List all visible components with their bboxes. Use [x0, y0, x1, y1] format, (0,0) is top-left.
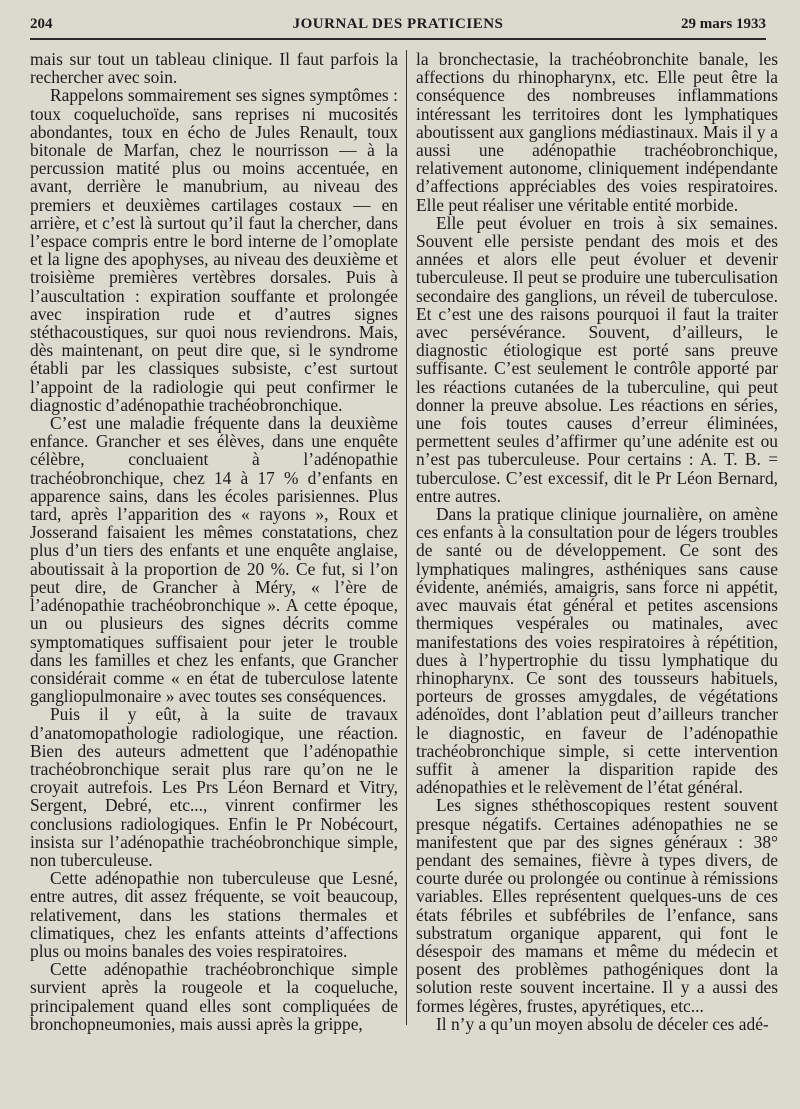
column-divider — [406, 50, 407, 1025]
paragraph: la bronchectasie, la trachéobronchite banale, les affections du rhinopharynx, etc. Elle peut être la conséquence des nombreuses inflammations intéressant les territoires dont les lymphatiques aboutissent aux ganglions médiastinaux. Mais il y a aussi une adénopathie trachéobronchique, relativement autonome, cliniquement indépendante d’affections appréciables des voies respiratoires. Elle peut réaliser une véritable entité morbide. — [416, 49, 778, 215]
paragraph: Dans la pratique clinique journalière, on amène ces enfants à la consultation pour de légers troubles de santé ou de développement. Ce sont des lymphatiques malingres, asthéniques sans cause évidente, anémiés, amaigris, sans force ni appétit, avec mauvais état général et petites ascensions thermiques vespérales ou matinales, avec manifestations des voies respiratoires à répétition, dues à l’hypertrophie du tissu lymphatique du rhinopharynx. Ce sont des tousseurs habituels, porteurs de grosses amygdales, de végétations adénoïdes, dont l’ablation peut d’ailleurs trancher le diagnostic, en faveur de l’adénopathie trachéobronchique simple, si cette intervention suffit à amener la disparition rapide des adénopathies et le relèvement de l’état général. — [416, 504, 778, 798]
left-column — [30, 50, 398, 1033]
paragraph: mais sur tout un tableau clinique. Il faut parfois la rechercher avec soin. — [30, 49, 398, 88]
running-header — [30, 14, 766, 40]
journal-title: JOURNAL DES PRATICIENS — [292, 16, 504, 32]
paragraph: Cette adénopathie non tuberculeuse que Lesné, entre autres, dit assez fréquente, se voit beaucoup, relativement, dans les stations thermales et climatiques, chez les enfants atteints d’affections plus ou moins banales des voies respiratoires. — [30, 868, 398, 961]
paragraph: Cette adénopathie trachéobronchique simple survient après la rougeole et la coqueluche, principalement quand elles sont compliquées de bronchopneumonies, mais aussi après la grippe, — [30, 959, 398, 1034]
paragraph: Elle peut évoluer en trois à six semaines. Souvent elle persiste pendant des mois et des années et alors elle peut évoluer et devenir tuberculeuse. Il peut se produire une tuberculisation secondaire des ganglions, un réveil de tuberculose. Et c’est une des raisons pourquoi il faut la traiter avec persévérance. Souvent, d’ailleurs, le diagnostic étiologique est porté sans preuve suffisante. C’est seulement le contrôle apporté par les réactions cutanées de la tuberculine, qui peut donner la preuve absolue. Les réactions en séries, une fois toutes causes d’erreur éliminées, permettent seules d’affirmer qu’une adénite est ou n’est pas tuberculeuse. Pour certains : A. T. B. = tuberculose. C’est excessif, dit le Pr Léon Bernard, entre autres. — [416, 212, 778, 506]
paragraph: Les signes sthéthoscopiques restent souvent presque négatifs. Certaines adénopathies ne se manifestent que par des signes généraux : 38° pendant des semaines, fièvre à types divers, de courte durée ou prolongée ou continue à rémissions variables. Elles représentent quelques-uns de ces états fébriles et subfébriles de l’enfance, sans substratum organique apparent, qui font le désespoir des mamans et même du médecin et posent des problèmes pathogéniques dont la solution reste souvent incertaine. Il y a aussi des formes légères, frustes, apyrétiques, etc... — [416, 795, 778, 1016]
page-number: 204 — [30, 16, 53, 32]
paragraph: Puis il y eût, à la suite de travaux d’anatomopathologie radiologique, une réaction. Bien des auteurs admettent que l’adénopathie trachéobronchique serait plus rare qu’on ne le croyait autrefois. Les Prs Léon Bernard et Vitry, Sergent, Debré, etc..., vinrent confirmer les conclusions radiologiques. Enfin le Pr Nobécourt, insista sur l’adénopathie trachéobronchique simple, non tuberculeuse. — [30, 704, 398, 870]
paragraph: Il n’y a qu’un moyen absolu de déceler ces adé- — [436, 1013, 769, 1034]
paragraph: C’est une maladie fréquente dans la deuxième enfance. Grancher et ses élèves, dans une enquête célèbre, concluaient à l’adénopathie trachéobronchique, chez 14 à 17 % d’enfants en apparence sains, dans les écoles parisiennes. Plus tard, après l’apparition des « rayons », Roux et Josserand faisaient les mêmes constatations, chez plus d’un tiers des enfants et une enquête anglaise, aboutissait à la proportion de 20 %. Ce fut, si l’on peut dire, de Grancher à Méry, « l’ère de l’adénopathie trachéobronchique ». A cette époque, un ou plusieurs des signes décrits comme symptomatiques suffisaient pour jeter le trouble dans les familles et chez les enfants, que Grancher considérait comme « en état de tuberculose latente gangliopulmonaire » avec toutes ses conséquences. — [30, 413, 398, 707]
right-column — [416, 50, 778, 1033]
paragraph: Rappelons sommairement ses signes symptômes : toux coqueluchoïde, sans reprises ni mucosités abondantes, toux en écho de Jules Renault, toux bitonale de Marfan, chez le nourrisson — à la percussion matité plus ou moins accentuée, en avant, derrière le manubrium, au niveau des premiers et deuxièmes cartilages costaux — en arrière, et c’est là surtout qu’il faut la chercher, dans l’espace compris entre le bord interne de l’omoplate et la ligne des apophyses, au niveau des deuxième et troisième premières vertèbres dorsales. Puis à l’auscultation : expiration souffante et prolongée avec inspiration rude et d’autres signes stéthacoustiques, sur quoi nous reviendrons. Mais, dès maintenant, on peut dire que, si le syndrome établi par les classiques subsiste, c’est surtout l’appoint de la radiologie qui peut confirmer le diagnostic d’adénopathie trachéobronchique. — [30, 85, 398, 415]
issue-date: 29 mars 1933 — [681, 16, 766, 32]
